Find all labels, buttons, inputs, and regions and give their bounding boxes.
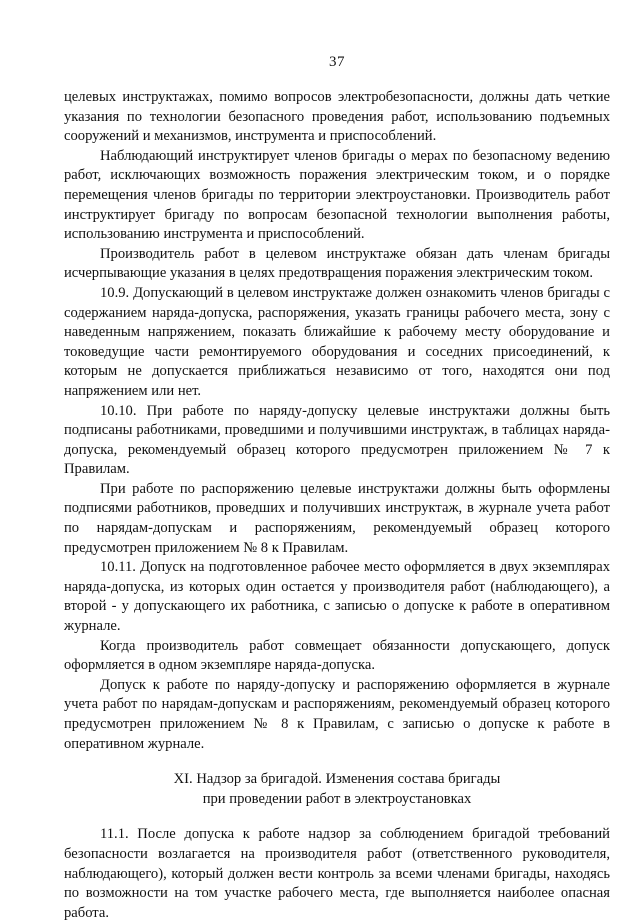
paragraph: Наблюдающий инструктирует членов бригады о мерах по безопасному ведению работ, исключающих возможность поражения электрическим током, и о порядке перемещения членов бригады по территории электроустановки. Производитель работ инструктирует бригаду по вопросам безопасной технологии выполнения работы, использованию инструмента и приспособлений.	[64, 147, 610, 243]
paragraph-continuation: целевых инструктажах, помимо вопросов электробезопасности, должны дать четкие указания по технологии безопасного проведения работ, использованию подъемных сооружений и механизмов, инструмента и приспособлений.	[64, 89, 610, 145]
paragraph: Производитель работ в целевом инструктаже обязан дать членам бригады исчерпывающие указания в целях предотвращения поражения электрическим током.	[64, 245, 610, 282]
main-text	[64, 88, 610, 754]
section-heading	[64, 770, 610, 809]
section-heading-line-1: XI. Надзор за бригадой. Изменения состава бригады	[173, 771, 501, 788]
section-text	[64, 825, 610, 923]
page-number: 37	[329, 54, 345, 70]
paragraph-10-11: 10.11. Допуск на подготовленное рабочее место оформляется в двух экземплярах наряда-допуска, из которых один остается у производителя работ (наблюдающего), а второй - у допускающего их работника, с записью о допуске к работе в оперативном журнале.	[64, 559, 610, 635]
paragraph: Когда производитель работ совмещает обязанности допускающего, допуск оформляется в одном экземпляре наряда-допуска.	[64, 637, 610, 674]
paragraph-10-10: 10.10. При работе по наряду-допуску целевые инструктажи должны быть подписаны работниками, проведшими и получившими инструктаж, в таблицах наряда-допуска, рекомендуемый образец которого предусмотрен приложением № 7 к Правилам.	[64, 402, 610, 478]
paragraph: Допуск к работе по наряду-допуску и распоряжению оформляется в журнале учета работ по нарядам-допускам и распоряжениям, рекомендуемый образец которого предусмотрен приложением № 8 к Правилам, с записью о допуске к работе в оперативном журнале.	[64, 676, 610, 752]
paragraph-10-9: 10.9. Допускающий в целевом инструктаже должен ознакомить членов бригады с содержанием наряда-допуска, распоряжения, указать границы рабочего места, зону с наведенным напряжением, показать ближайшие к рабочему месту оборудование и токоведущие части ремонтируемого оборудования и соседних присоединений, к которым не допускается приближаться независимо от того, находятся они под напряжением или нет.	[64, 284, 610, 399]
paragraph-11-1: 11.1. После допуска к работе надзор за соблюдением бригадой требований безопасности возлагается на производителя работ (ответственного руководителя, наблюдающего), который должен вести контроль за всеми членами бригады, находясь по возможности на том участке рабочего места, где выполняется наиболее опасная работа.	[64, 826, 610, 921]
section-heading-line-2: при проведении работ в электроустановках	[202, 790, 472, 807]
paragraph: При работе по распоряжению целевые инструктажи должны быть оформлены подписями работников, проведших и получивших инструктаж, в журнале учета работ по нарядам-допускам и распоряжениям, рекомендуемый образец которого предусмотрен приложением № 8 к Правилам.	[64, 480, 610, 556]
